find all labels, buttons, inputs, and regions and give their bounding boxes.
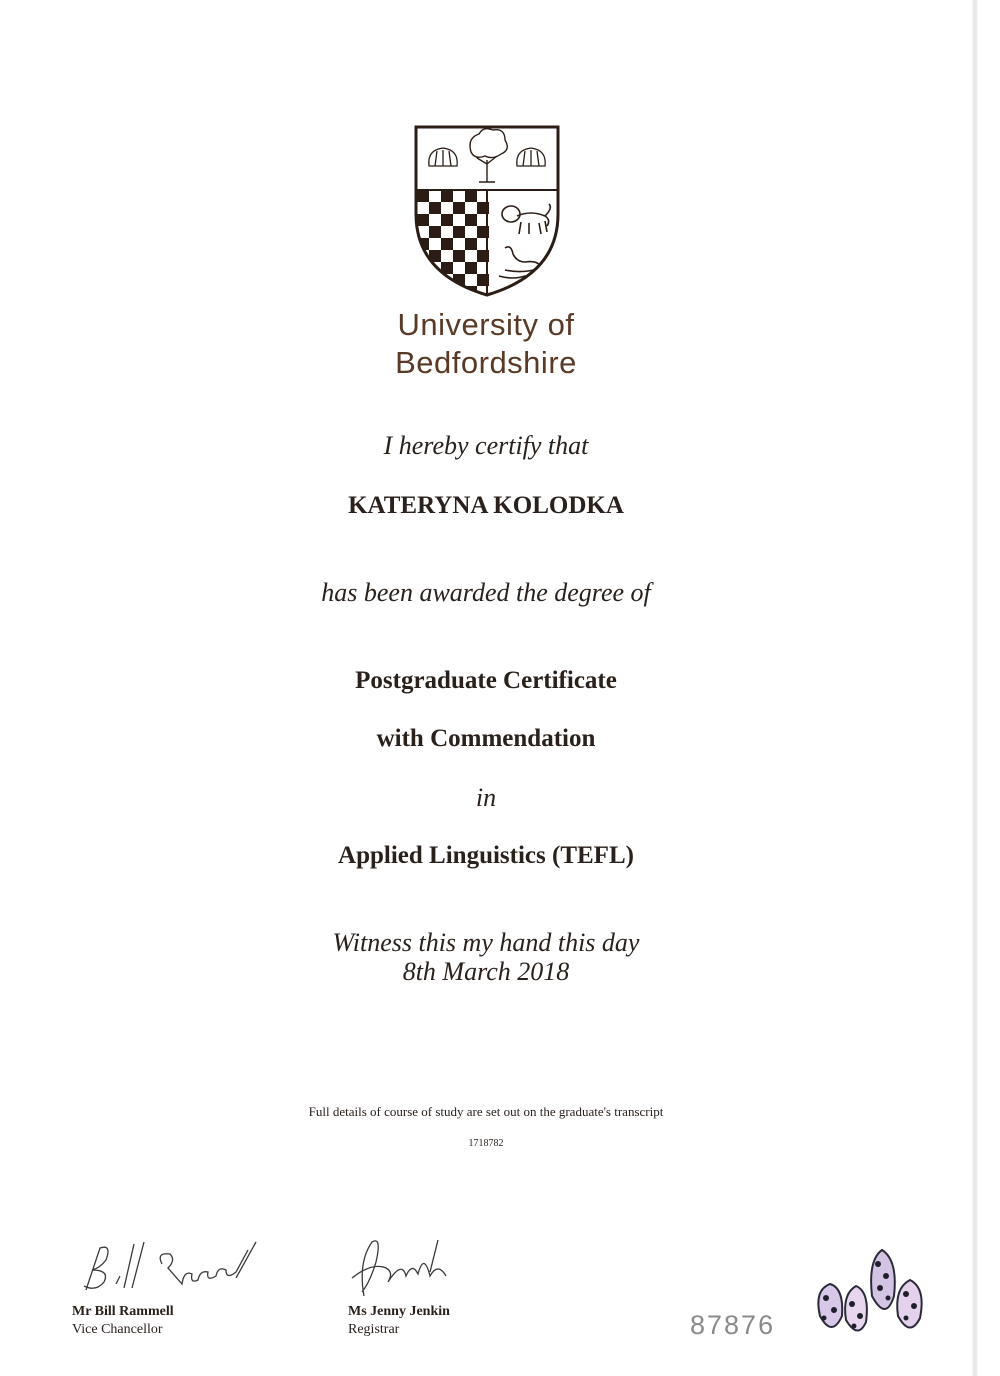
award-date: 8th March 2018 [402,957,570,986]
university-name-line2: Bedfordshire [395,345,577,380]
degree-classification: with Commendation [376,725,596,752]
signatory-role: Vice Chancellor [72,1322,163,1337]
scan-edge [972,0,978,1376]
transcript-number: 1718782 [468,1138,504,1149]
signatory-role: Registrar [348,1322,400,1337]
security-hologram-icon [812,1246,934,1342]
university-name [300,306,672,382]
witness-line: Witness this my hand this day [332,928,640,957]
witness-statement [150,928,822,986]
signature-registrar [342,1232,462,1302]
in-connector: in [475,783,497,812]
transcript-note: Full details of course of study are set out on the graduate's transcript [308,1104,664,1119]
university-crest-icon [413,124,561,298]
recipient-name: KATERYNA KOLODKA [348,492,624,519]
university-name-line1: University of [397,307,575,342]
degree-title: Postgraduate Certificate [355,667,617,694]
signatory-name: Ms Jenny Jenkin [348,1304,450,1319]
signature-vice-chancellor [70,1234,270,1298]
serial-number: 87876 [690,1310,776,1340]
signatory-name: Mr Bill Rammell [72,1304,174,1319]
certify-statement: I hereby certify that [383,431,589,460]
degree-subject: Applied Linguistics (TEFL) [338,842,634,869]
awarded-statement: has been awarded the degree of [321,578,651,607]
